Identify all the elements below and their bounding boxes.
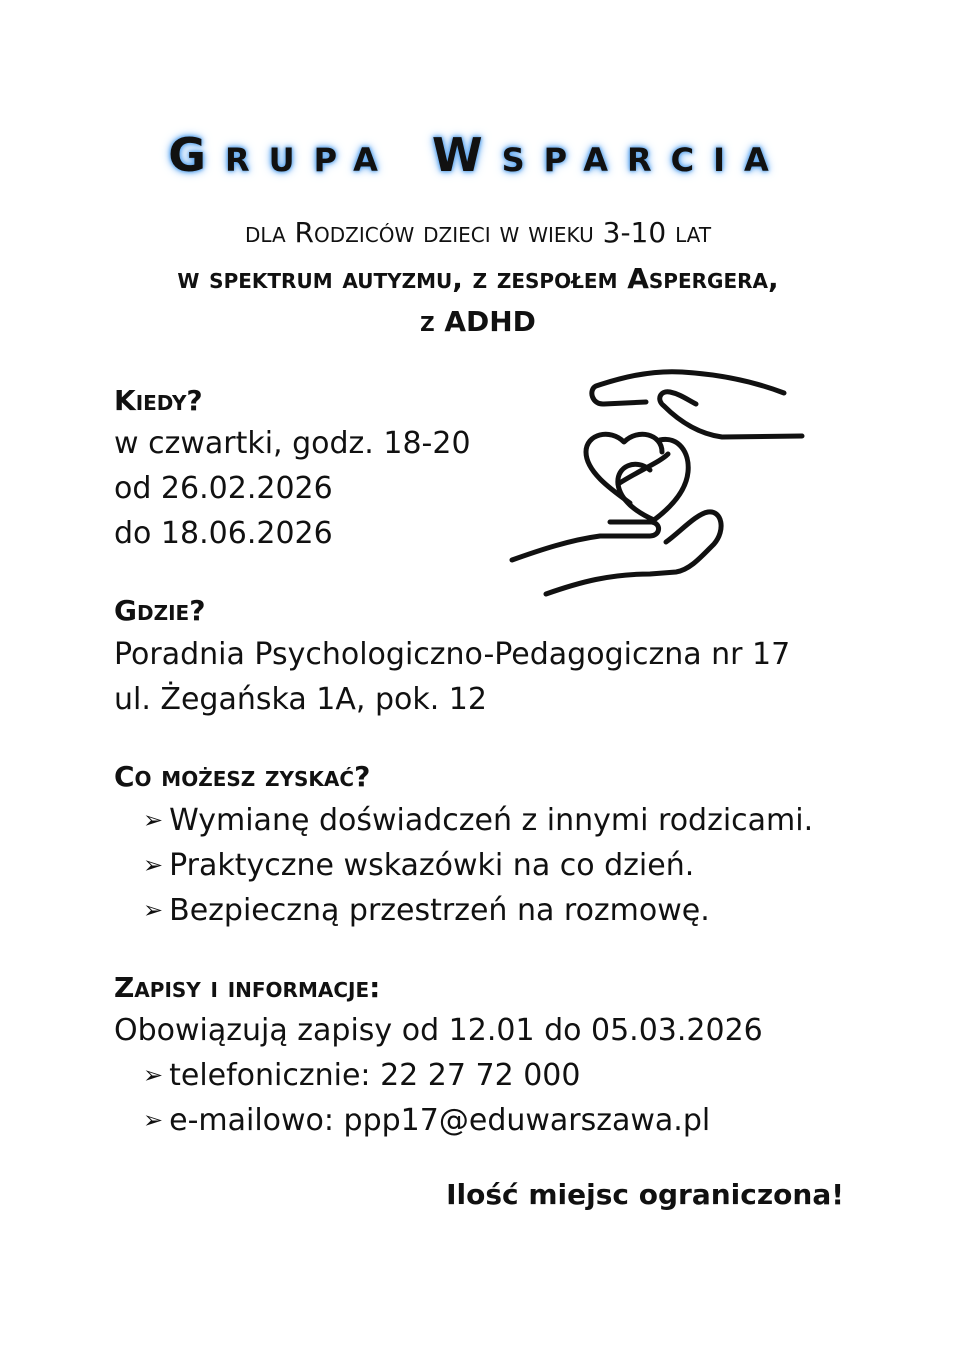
signup-intro: Obowiązują zapisy od 12.01 do 05.03.2026: [114, 1013, 763, 1048]
when-line: od 26.02.2026: [114, 471, 333, 506]
email-text: e-mailowo: ppp17@eduwarszawa.pl: [169, 1103, 711, 1138]
contact-email: [143, 1103, 710, 1138]
when-line: w czwartki, godz. 18-20: [114, 426, 471, 461]
benefit-text: Praktyczne wskazówki na co dzień.: [169, 848, 695, 883]
bullet-arrow-icon: ➢: [143, 1106, 164, 1134]
where-heading: Gdzie?: [114, 594, 206, 627]
poster-title: Grupa Wsparcia: [168, 128, 788, 182]
subtitle-line-2: w spektrum autyzmu, z zespołem Aspergera,: [177, 262, 779, 295]
bullet-arrow-icon: ➢: [143, 806, 164, 834]
benefits-heading: Co możesz zyskać?: [114, 760, 371, 793]
where-line: ul. Żegańska 1A, pok. 12: [114, 682, 487, 717]
where-line: Poradnia Psychologiczno-Pedagogiczna nr 17: [114, 637, 791, 672]
benefit-item: [143, 893, 710, 928]
bullet-arrow-icon: ➢: [143, 1061, 164, 1089]
benefit-text: Wymianę doświadczeń z innymi rodzicami.: [169, 803, 814, 838]
benefit-item: [143, 803, 813, 838]
when-line: do 18.06.2026: [114, 516, 333, 551]
hands-holding-hearts-icon: [500, 360, 810, 604]
signup-heading: Zapisy i informacje:: [114, 971, 381, 1004]
bullet-arrow-icon: ➢: [143, 896, 164, 924]
phone-text: telefonicznie: 22 27 72 000: [169, 1058, 581, 1093]
benefit-text: Bezpieczną przestrzeń na rozmowę.: [169, 893, 710, 928]
benefit-item: [143, 848, 694, 883]
bullet-arrow-icon: ➢: [143, 851, 164, 879]
limited-places-note: Ilość miejsc ograniczona!: [446, 1178, 844, 1211]
when-heading: Kiedy?: [114, 384, 203, 417]
subtitle-line-3: z ADHD: [420, 305, 536, 338]
subtitle-line-1: dla Rodziców dzieci w wieku 3-10 lat: [244, 216, 712, 249]
contact-phone: [143, 1058, 580, 1093]
